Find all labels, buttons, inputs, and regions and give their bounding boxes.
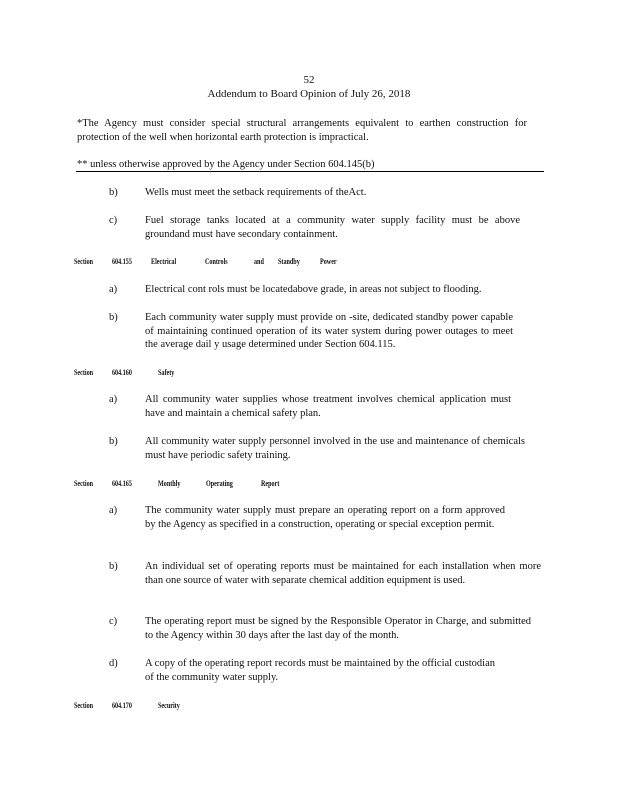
section-title-word: Controls [205,256,228,266]
section-heading [0,256,618,268]
item-text: The operating report must be signed by the Responsible Operator in Charge, and submitted to the Agency within 30 days after the last day of the month. [145,616,531,641]
item-text: Wells must meet the setback requirements of theAct. [145,187,367,198]
footnote-divider [76,171,544,172]
section-title-word: Report [261,478,280,488]
item-label: c) [109,215,118,226]
section-title-word: Security [158,700,180,710]
item-text: The community water supply must prepare an operating report on a form approved by the Agency as specified in a construction, operating or special exception permit. [145,505,505,530]
item-text: All community water supplies whose treatment involves chemical application must have and maintain a chemical safety plan. [145,394,511,419]
item-label: b) [109,561,118,572]
section-title-word: Safety [158,367,175,377]
footnote-double-star: ** unless otherwise approved by the Agency under Section 604.145(b) [77,159,375,170]
section-heading [0,478,618,490]
item-text: A copy of the operating report records must be maintained by the official custodian of the community water supply. [145,658,495,683]
section-title-word: and [254,256,264,266]
section-word: Section [74,478,94,488]
item-label: c) [109,616,118,627]
section-number: 604.170 [112,700,132,710]
section-title-word: Power [320,256,337,266]
item-label: b) [109,187,118,198]
page-number: 52 [303,74,315,86]
page-title: Addendum to Board Opinion of July 26, 2018 [207,88,411,100]
section-title-word: Monthly [158,478,181,488]
item-label: a) [109,284,118,295]
item-label: a) [109,505,118,516]
section-word: Section [74,700,94,710]
item-text: Each community water supply must provide on -site, dedicated standby power capable of maintaining continued operation of its water system during power outages to meet the average dail y usage determined under Section 604.115. [145,312,513,350]
section-title-word: Standby [278,256,300,266]
item-label: d) [109,658,118,669]
section-title-word: Electrical [151,256,177,266]
item-text: Fuel storage tanks located at a community water supply facility must be above groundand must have secondary containment. [145,215,520,240]
footnote-star: *The Agency must consider special structural arrangements equivalent to earthen construction for protection of the well when horizontal earth protection is impractical. [77,118,527,143]
section-word: Section [74,367,94,377]
section-title-word: Operating [206,478,233,488]
section-number: 604.165 [112,478,132,488]
item-text: All community water supply personnel involved in the use and maintenance of chemicals must have periodic safety training. [145,436,525,461]
section-number: 604.155 [112,256,132,266]
item-label: b) [109,436,118,447]
section-heading [0,700,618,712]
section-number: 604.160 [112,367,132,377]
item-label: a) [109,394,118,405]
item-text: Electrical cont rols must be locatedabove grade, in areas not subject to flooding. [145,284,482,295]
section-heading [0,367,618,379]
item-label: b) [109,312,118,323]
section-word: Section [74,256,94,266]
item-text: An individual set of operating reports must be maintained for each installation when more than one source of water with separate chemical addition equipment is used. [145,561,541,586]
